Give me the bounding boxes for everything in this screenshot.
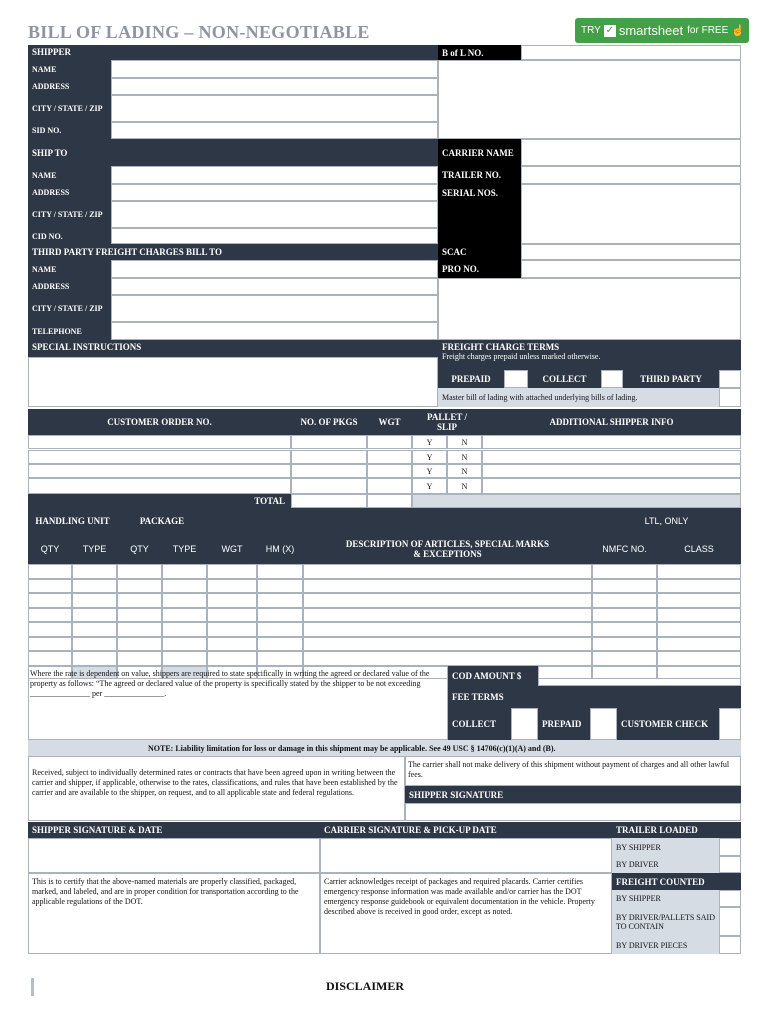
item-row-cell[interactable] <box>72 651 117 666</box>
liability-note: NOTE: Liability limitation for loss or damage in this shipment may be applicable. See 49 USC § 14706(c)(1)(A) and (B). <box>28 740 741 756</box>
shipper-city-label: CITY / STATE / ZIP <box>28 95 111 122</box>
hu-qty-header: QTY <box>28 534 72 564</box>
trailer-no-label: TRAILER NO. <box>438 166 521 184</box>
item-row-cell[interactable] <box>657 608 741 623</box>
item-row-cell[interactable] <box>162 651 207 666</box>
item-row-cell[interactable] <box>303 579 592 594</box>
item-row-cell[interactable] <box>657 637 741 652</box>
item-row-cell[interactable] <box>72 593 117 608</box>
item-row-cell[interactable] <box>117 622 162 637</box>
item-row-cell[interactable] <box>28 608 72 623</box>
pallet-slip-header: PALLET / SLIP <box>412 409 482 435</box>
cursor-hand-icon: ☝ <box>731 25 745 37</box>
fee-terms-header: FEE TERMS <box>448 686 741 708</box>
shipper-address-label: ADDRESS <box>28 78 111 95</box>
shipper-name-label: NAME <box>28 60 111 78</box>
trailer-by-shipper-checkbox[interactable] <box>719 838 741 856</box>
item-row-cell[interactable] <box>117 637 162 652</box>
customer-check-label: CUSTOMER CHECK <box>617 708 719 740</box>
pro-no-label: PRO NO. <box>438 260 521 278</box>
item-row-cell[interactable] <box>207 564 257 579</box>
item-row-cell[interactable] <box>257 608 303 623</box>
ship-to-cid-field[interactable] <box>111 228 438 244</box>
carrier-sig-date-header: CARRIER SIGNATURE & PICK-UP DATE <box>320 822 612 838</box>
order-row-cell[interactable] <box>291 450 367 464</box>
order-row-cell[interactable] <box>291 435 367 449</box>
item-row-cell[interactable] <box>207 579 257 594</box>
order-row-cell[interactable] <box>367 435 412 449</box>
item-row-cell[interactable] <box>657 622 741 637</box>
prepaid-label: PREPAID <box>438 370 504 388</box>
item-row-cell[interactable] <box>28 651 72 666</box>
third-party-telephone-label: TELEPHONE <box>28 322 111 340</box>
order-row-cell[interactable] <box>28 435 291 449</box>
master-bill-checkbox[interactable] <box>719 388 741 407</box>
item-row-cell[interactable] <box>657 593 741 608</box>
pallet-yes-option[interactable]: Y <box>412 450 447 464</box>
items-header-blank <box>207 508 592 534</box>
item-row-cell[interactable] <box>592 593 657 608</box>
pro-no-field[interactable] <box>521 260 741 278</box>
bol-no-area[interactable] <box>438 60 741 139</box>
order-row-cell[interactable] <box>28 464 291 478</box>
fee-prepaid-label: PREPAID <box>538 708 590 740</box>
item-row-cell[interactable] <box>207 608 257 623</box>
item-row-cell[interactable] <box>207 622 257 637</box>
item-row-cell[interactable] <box>657 579 741 594</box>
package-header: PACKAGE <box>117 508 207 534</box>
item-row-cell[interactable] <box>657 564 741 579</box>
item-row-cell[interactable] <box>303 593 592 608</box>
description-header: DESCRIPTION OF ARTICLES, SPECIAL MARKS & EXCEPTIONS <box>303 534 592 564</box>
disclaimer-bar <box>31 978 34 996</box>
trailer-by-driver-label: BY DRIVER <box>612 856 719 873</box>
total-blank <box>412 494 741 508</box>
pallet-no-option[interactable]: N <box>447 478 482 494</box>
item-row-cell[interactable] <box>207 593 257 608</box>
wgt-header: WGT <box>367 409 412 435</box>
handling-unit-header: HANDLING UNIT <box>28 508 117 534</box>
ship-to-city-field[interactable] <box>111 201 438 228</box>
freight-charge-terms-title: FREIGHT CHARGE TERMS <box>442 342 560 352</box>
collect-label: COLLECT <box>528 370 601 388</box>
order-row-cell[interactable] <box>367 464 412 478</box>
pallet-no-option[interactable]: N <box>447 464 482 478</box>
shipper-sid-label: SID NO. <box>28 122 111 139</box>
for-free-label: for FREE <box>687 25 729 36</box>
item-row-cell[interactable] <box>162 637 207 652</box>
checkmark-icon: ✓ <box>605 24 615 36</box>
shipper-sid-field[interactable] <box>111 122 438 139</box>
item-row-cell[interactable] <box>592 622 657 637</box>
page-title: BILL OF LADING – NON-NEGOTIABLE <box>28 22 370 42</box>
item-row-cell[interactable] <box>72 608 117 623</box>
additional-shipper-info-header: ADDITIONAL SHIPPER INFO <box>482 409 741 435</box>
item-row-cell[interactable] <box>72 622 117 637</box>
item-row-cell[interactable] <box>117 651 162 666</box>
freight-by-driver-pieces-label: BY DRIVER PIECES <box>612 936 719 954</box>
item-row-cell[interactable] <box>257 579 303 594</box>
fee-collect-checkbox[interactable] <box>511 708 538 740</box>
third-party-city-field[interactable] <box>111 295 438 322</box>
ship-to-cid-label: CID NO. <box>28 228 111 244</box>
total-label: TOTAL <box>28 494 291 508</box>
pallet-yes-option[interactable]: Y <box>412 464 447 478</box>
freight-charge-terms-header <box>438 340 741 370</box>
third-party-name-label: NAME <box>28 260 111 278</box>
freight-by-driver-pieces-checkbox[interactable] <box>719 936 741 954</box>
freight-by-driver-pallets-label: BY DRIVER/PALLETS SAID TO CONTAIN <box>612 907 719 936</box>
trailer-no-field[interactable] <box>521 166 741 184</box>
order-row-cell[interactable] <box>291 478 367 494</box>
item-row-cell[interactable] <box>117 593 162 608</box>
item-row-cell[interactable] <box>162 593 207 608</box>
item-row-cell[interactable] <box>207 637 257 652</box>
item-row-cell[interactable] <box>162 622 207 637</box>
order-row-cell[interactable] <box>482 478 741 494</box>
carrier-ack-text: Carrier acknowledges receipt of packages and required placards. Carrier certifies emergency response information was made available and/or carrier has the DOT emergency response guidebook or equivalent documentation in the vehicle. Property described above is received in good order, except as noted. <box>324 877 595 916</box>
special-instructions-field[interactable] <box>28 357 438 407</box>
ship-to-header: SHIP TO <box>28 139 438 166</box>
shipper-signature-field[interactable] <box>405 803 741 821</box>
shipper-header: SHIPPER <box>28 45 438 60</box>
item-row-cell[interactable] <box>28 579 72 594</box>
item-row-cell[interactable] <box>72 637 117 652</box>
order-row-cell[interactable] <box>28 478 291 494</box>
item-row-cell[interactable] <box>117 608 162 623</box>
master-bill-label: Master bill of lading with attached underlying bills of lading. <box>438 388 719 407</box>
nmfc-header: NMFC NO. <box>592 534 657 564</box>
item-row-cell[interactable] <box>162 579 207 594</box>
order-row-cell[interactable] <box>291 464 367 478</box>
freight-terms-note: Freight charges prepaid unless marked otherwise. <box>442 352 601 361</box>
cod-amount-label: COD AMOUNT $ <box>448 666 538 686</box>
pkg-type-header: TYPE <box>162 534 207 564</box>
item-row-cell[interactable] <box>117 564 162 579</box>
ship-to-address-label: ADDRESS <box>28 184 111 201</box>
freight-by-shipper-label: BY SHIPPER <box>612 890 719 907</box>
shipper-sig-date-field[interactable] <box>28 838 320 873</box>
freight-by-driver-pallets-checkbox[interactable] <box>719 907 741 936</box>
order-row-cell[interactable] <box>28 450 291 464</box>
ship-to-address-field[interactable] <box>111 184 438 201</box>
item-row-cell[interactable] <box>303 564 592 579</box>
trailer-by-shipper-label: BY SHIPPER <box>612 838 719 856</box>
item-row-cell[interactable] <box>117 579 162 594</box>
certify-text: This is to certify that the above-named materials are properly classified, packaged, marked, and labeled, and are in proper condition for transportation according to the applicable regulations of the DOT. <box>32 877 299 906</box>
item-row-cell[interactable] <box>592 637 657 652</box>
order-row-cell[interactable] <box>482 450 741 464</box>
item-row-cell[interactable] <box>303 637 592 652</box>
declared-value-box <box>28 666 448 740</box>
smartsheet-brand: smartsheet <box>618 23 684 38</box>
item-row-cell[interactable] <box>28 622 72 637</box>
order-row-cell[interactable] <box>367 478 412 494</box>
prepaid-checkbox[interactable] <box>504 370 528 388</box>
scac-label: SCAC <box>438 244 521 260</box>
received-text: Received, subject to individually determined rates or contracts that have been agreed upon in writing between the carrier and shipper, if applicable, otherwise to the rates, classifications, and rules that have been established by the carrier and are available to the shipper, on request, and to all applicable state and federal regulations. <box>32 768 398 797</box>
item-wgt-header: WGT <box>207 534 257 564</box>
item-row-cell[interactable] <box>72 579 117 594</box>
pallet-yes-option[interactable]: Y <box>412 478 447 494</box>
third-party-label: THIRD PARTY <box>623 370 719 388</box>
item-row-cell[interactable] <box>257 637 303 652</box>
item-row-cell[interactable] <box>257 622 303 637</box>
item-row-cell[interactable] <box>72 564 117 579</box>
item-row-cell[interactable] <box>257 593 303 608</box>
declared-value-text: Where the rate is dependent on value, shippers are required to state specifically in writing the agreed or declared value of the property as follows: “The agreed or declared value of the property is specifically stated by the shipper to be not exceeding _______________ per _______________. <box>30 669 430 698</box>
trailer-loaded-header: TRAILER LOADED <box>612 822 741 838</box>
item-row-cell[interactable] <box>592 651 657 666</box>
third-party-address-label: ADDRESS <box>28 278 111 295</box>
item-row-cell[interactable] <box>592 608 657 623</box>
carrier-delivery-text: The carrier shall not make delivery of this shipment without payment of charges and all other lawful fees. <box>408 760 730 779</box>
item-row-cell[interactable] <box>28 593 72 608</box>
item-row-cell[interactable] <box>162 564 207 579</box>
item-row-cell[interactable] <box>257 564 303 579</box>
hu-type-header: TYPE <box>72 534 117 564</box>
collect-checkbox[interactable] <box>601 370 623 388</box>
order-row-cell[interactable] <box>482 435 741 449</box>
item-row-cell[interactable] <box>207 651 257 666</box>
third-party-checkbox[interactable] <box>719 370 741 388</box>
item-row-cell[interactable] <box>592 579 657 594</box>
bol-no-field[interactable] <box>521 45 741 60</box>
item-row-cell[interactable] <box>303 622 592 637</box>
fee-collect-label: COLLECT <box>448 708 511 740</box>
order-row-cell[interactable] <box>367 450 412 464</box>
scac-field[interactable] <box>521 244 741 260</box>
disclaimer-heading: DISCLAIMER <box>326 979 405 993</box>
third-party-header: THIRD PARTY FREIGHT CHARGES BILL TO <box>28 244 438 260</box>
freight-counted-header: FREIGHT COUNTED <box>612 873 741 890</box>
total-wgt-field[interactable] <box>367 494 412 508</box>
try-label: TRY <box>581 25 601 36</box>
special-instructions-header: SPECIAL INSTRUCTIONS <box>28 340 438 357</box>
carrier-blank-area <box>438 278 741 340</box>
item-row-cell[interactable] <box>303 608 592 623</box>
shipper-city-field[interactable] <box>111 95 438 122</box>
fee-prepaid-checkbox[interactable] <box>590 708 617 740</box>
shipper-address-field[interactable] <box>111 78 438 95</box>
trailer-by-driver-checkbox[interactable] <box>719 856 741 873</box>
item-row-cell[interactable] <box>162 608 207 623</box>
ship-to-name-field[interactable] <box>111 166 438 184</box>
order-row-cell[interactable] <box>482 464 741 478</box>
carrier-sig-date-field[interactable] <box>320 838 612 873</box>
ship-to-city-label: CITY / STATE / ZIP <box>28 201 111 228</box>
pallet-no-option[interactable]: N <box>447 450 482 464</box>
third-party-name-field[interactable] <box>111 260 438 278</box>
hm-header: HM (X) <box>257 534 303 564</box>
third-party-telephone-field[interactable] <box>111 322 438 340</box>
carrier-name-label: CARRIER NAME <box>438 139 521 166</box>
shipper-name-field[interactable] <box>111 60 438 78</box>
item-row-cell[interactable] <box>303 651 592 666</box>
try-smartsheet-banner[interactable] <box>575 18 749 43</box>
pallet-yes-option[interactable]: Y <box>412 435 447 449</box>
pkg-qty-header: QTY <box>117 534 162 564</box>
item-row-cell[interactable] <box>28 564 72 579</box>
pallet-no-option[interactable]: N <box>447 435 482 449</box>
item-row-cell[interactable] <box>257 651 303 666</box>
shipper-signature-header: SHIPPER SIGNATURE <box>405 786 741 803</box>
ship-to-name-label: NAME <box>28 166 111 184</box>
third-party-address-field[interactable] <box>111 278 438 295</box>
serial-nos-label: SERIAL NOS. <box>438 184 521 244</box>
item-row-cell[interactable] <box>592 564 657 579</box>
customer-check-checkbox[interactable] <box>719 708 741 740</box>
serial-nos-field[interactable] <box>521 184 741 244</box>
freight-by-shipper-checkbox[interactable] <box>719 890 741 907</box>
no-of-pkgs-header: NO. OF PKGS <box>291 409 367 435</box>
carrier-name-field[interactable] <box>521 139 741 166</box>
third-party-city-label: CITY / STATE / ZIP <box>28 295 111 322</box>
customer-order-header: CUSTOMER ORDER NO. <box>28 409 291 435</box>
item-row-cell[interactable] <box>28 637 72 652</box>
ltl-only-header: LTL, ONLY <box>592 508 741 534</box>
cod-amount-field[interactable] <box>538 666 741 686</box>
class-header: CLASS <box>657 534 741 564</box>
item-row-cell[interactable] <box>657 651 741 666</box>
bol-no-label: B of L NO. <box>438 45 521 60</box>
total-pkgs-field[interactable] <box>291 494 367 508</box>
shipper-sig-date-header: SHIPPER SIGNATURE & DATE <box>28 822 320 838</box>
